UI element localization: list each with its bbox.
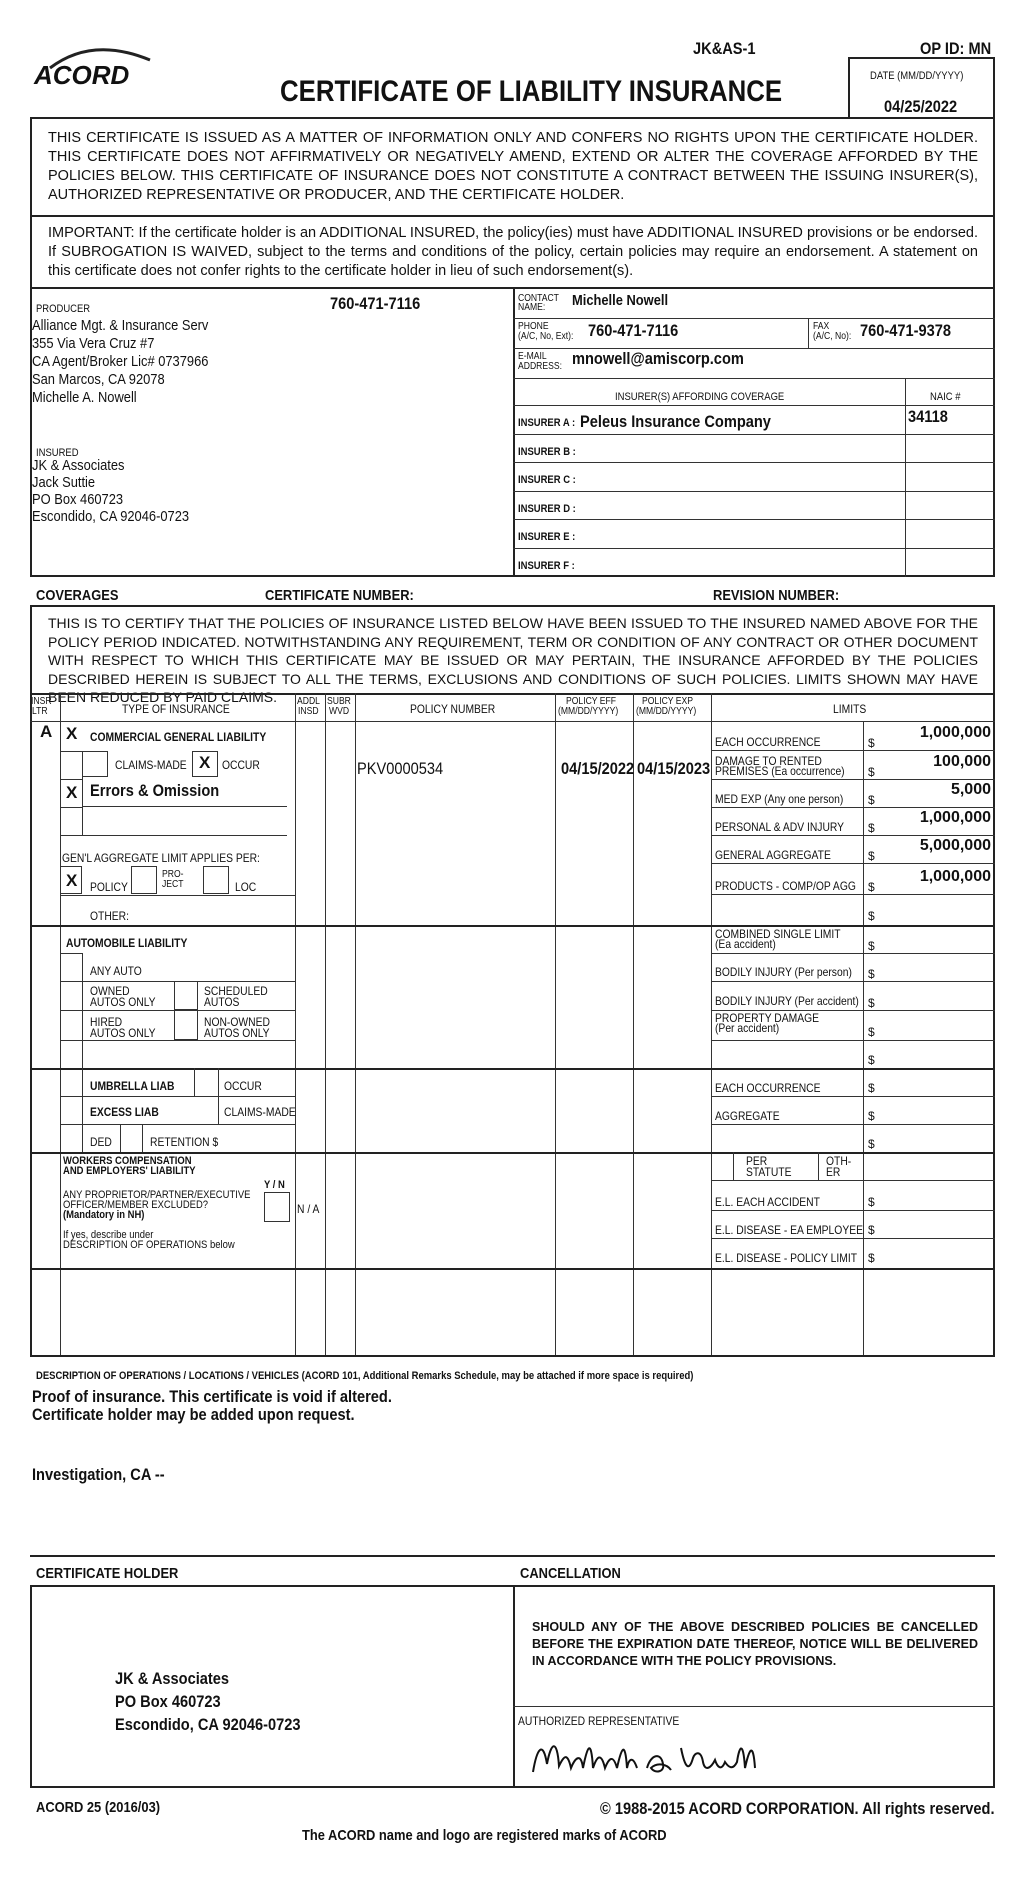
project-label-1: PRO-: [162, 869, 184, 880]
holder-line-3: Escondido, CA 92046-0723: [115, 1715, 301, 1734]
exp-header-2: (MM/DD/YYYY): [636, 706, 697, 717]
logo-text: ACORD: [34, 60, 130, 90]
yn-label: Y / N: [264, 1179, 285, 1191]
subr-header-2: WVD: [329, 706, 350, 717]
nonowned-checkbox[interactable]: [174, 1010, 198, 1040]
umbrella-aggregate: AGGREGATE: [715, 1109, 780, 1123]
gl-limit-value: 1,000,000: [919, 724, 991, 741]
occur-label: OCCUR: [222, 758, 260, 772]
nonowned-label-2: AUTOS ONLY: [204, 1026, 270, 1040]
important-box: [30, 215, 995, 289]
auto-dollar-2: $: [868, 967, 875, 981]
producer-line-5: Michelle A. Nowell: [32, 389, 137, 406]
producer-label: PRODUCER: [36, 303, 91, 315]
umbrella-each-occurrence: EACH OCCURRENCE: [715, 1081, 821, 1095]
contact-name-label-2: NAME:: [518, 302, 546, 313]
certificate-holder-label: CERTIFICATE HOLDER: [36, 1565, 179, 1582]
footer-copyright: © 1988-2015 ACORD CORPORATION. All rights reserved.: [600, 1799, 995, 1818]
insurer-label: INSURER E :: [518, 531, 576, 543]
workers-dollar-3: $: [868, 1251, 875, 1265]
eff-header-2: (MM/DD/YYYY): [558, 706, 619, 717]
policy-mark: X: [66, 871, 78, 890]
revision-number-label: REVISION NUMBER:: [713, 587, 840, 604]
insurer-label: INSURER C :: [518, 474, 576, 486]
excluded-yn-checkbox[interactable]: [264, 1192, 290, 1222]
property-damage: PROPERTY DAMAGE: [715, 1011, 819, 1025]
insured-line-4: Escondido, CA 92046-0723: [32, 508, 190, 525]
ded-label: DED: [90, 1135, 112, 1149]
policy-number-header: POLICY NUMBER: [410, 702, 496, 716]
signature: [525, 1728, 795, 1786]
gl-limit-label-2: PREMISES (Ea occurrence): [715, 764, 845, 778]
scheduled-label-1: SCHEDULED: [204, 984, 268, 998]
gl-limit-dollar: $: [868, 909, 875, 923]
gl-limit-label: PERSONAL & ADV INJURY: [715, 820, 845, 834]
op-id: OP ID: MN: [920, 39, 992, 58]
subr-header-1: SUBR: [327, 696, 351, 707]
producer-line-4: San Marcos, CA 92078: [32, 371, 165, 388]
insurer-label: INSURER F :: [518, 560, 575, 572]
claims-made-label: CLAIMS-MADE: [115, 758, 187, 772]
gl-limit-label: DAMAGE TO RENTED: [715, 754, 822, 768]
contact-phone: 760-471-7116: [588, 321, 679, 340]
gl-limit-dollar: $: [868, 880, 875, 894]
page-title: CERTIFICATE OF LIABILITY INSURANCE: [280, 75, 783, 108]
el-disease-employee: E.L. DISEASE - EA EMPLOYEE: [715, 1223, 863, 1237]
errors-omission: Errors & Omission: [90, 781, 220, 800]
workers-q3: (Mandatory in NH): [63, 1209, 145, 1221]
el-disease-policy-limit: E.L. DISEASE - POLICY LIMIT: [715, 1251, 858, 1265]
gl-limit-dollar: $: [868, 793, 875, 807]
date-box: [848, 57, 995, 119]
policy-label: POLICY: [90, 880, 128, 894]
other-label: OTHER:: [90, 909, 129, 923]
project-label-2: JECT: [162, 879, 184, 890]
contact-email: mnowell@amiscorp.com: [572, 349, 744, 368]
umbrella-label: UMBRELLA LIAB: [90, 1079, 175, 1093]
retention-label: RETENTION $: [150, 1135, 219, 1149]
loc-label: LOC: [235, 880, 257, 894]
insr-ltr-header-1: INSR: [31, 696, 52, 707]
combined-single-limit: COMBINED SINGLE LIMIT: [715, 927, 841, 941]
insurer-label: INSURER A :: [518, 417, 576, 429]
gl-title: COMMERCIAL GENERAL LIABILITY: [90, 730, 267, 744]
notice-box: [30, 117, 995, 217]
contact-name: Michelle Nowell: [572, 292, 669, 309]
umbrella-dollar-2: $: [868, 1109, 875, 1123]
umbrella-dollar-3: $: [868, 1137, 875, 1151]
gl-eff-date: 04/15/2022: [561, 759, 635, 778]
owned-label-1: OWNED: [90, 984, 130, 998]
owned-label-2: AUTOS ONLY: [90, 995, 156, 1009]
workers-na: N / A: [297, 1202, 320, 1216]
auto-dollar-3: $: [868, 996, 875, 1010]
type-header: TYPE OF INSURANCE: [122, 702, 230, 716]
insured-label: INSURED: [36, 447, 79, 459]
exp-header-1: POLICY EXP: [642, 696, 693, 707]
gl-limit-dollar: $: [868, 849, 875, 863]
insurer-name: Peleus Insurance Company: [580, 412, 771, 431]
gl-limit-label: EACH OCCURRENCE: [715, 735, 821, 749]
gl-limit-value: 1,000,000: [919, 868, 991, 885]
hired-label-1: HIRED: [90, 1015, 123, 1029]
project-checkbox[interactable]: [131, 866, 157, 894]
contact-email-label-2: ADDRESS:: [518, 361, 562, 372]
workers-dollar-1: $: [868, 1195, 875, 1209]
gl-policy-number: PKV0000534: [357, 759, 444, 778]
footer-trademark: The ACORD name and logo are registered marks of ACORD: [302, 1827, 667, 1844]
holder-line-2: PO Box 460723: [115, 1692, 221, 1711]
contact-phone-label-1: PHONE: [518, 321, 549, 332]
contact-email-label-1: E-MAIL: [518, 351, 547, 362]
workers-title-2: AND EMPLOYERS' LIABILITY: [63, 1165, 196, 1177]
insurer-label: INSURER D :: [518, 503, 576, 515]
cancellation-text: SHOULD ANY OF THE ABOVE DESCRIBED POLICIES BE CANCELLED BEFORE THE EXPIRATION DATE THEREOF, NOTICE WILL BE DELIVERED IN ACCORDANCE WITH THE POLICY PROVISIONS.: [532, 1620, 978, 1668]
authorized-representative-label: AUTHORIZED REPRESENTATIVE: [518, 1714, 680, 1728]
gl-limit-label: MED EXP (Any one person): [715, 792, 844, 806]
gl-limit-dollar: $: [868, 821, 875, 835]
important-text: IMPORTANT: If the certificate holder is an ADDITIONAL INSURED, the policy(ies) must have ADDITIONAL INSURED provisions or be endorsed. If SUBROGATION IS WAIVED, subject to the terms and conditions of the policy, certain policies may require an endorsement. A statement on this certificate does not confer rights to the certificate holder in lieu of such endorsement(s).: [48, 225, 978, 279]
scheduled-label-2: AUTOS: [204, 995, 240, 1009]
producer-phone: 760-471-7116: [330, 294, 421, 313]
workers-q4: If yes, describe under: [63, 1229, 154, 1241]
coverages-label: COVERAGES: [36, 587, 119, 604]
loc-checkbox[interactable]: [203, 866, 229, 894]
excess-label: EXCESS LIAB: [90, 1105, 159, 1119]
umbrella-dollar-1: $: [868, 1081, 875, 1095]
property-damage-2: (Per accident): [715, 1021, 780, 1035]
producer-line-2: 355 Via Vera Cruz #7: [32, 335, 155, 352]
gl-limit-label: GENERAL AGGREGATE: [715, 848, 831, 862]
insured-line-2: Jack Suttie: [32, 474, 96, 491]
aggregate-applies-label: GEN'L AGGREGATE LIMIT APPLIES PER:: [62, 851, 260, 865]
gl-limit-value: 1,000,000: [919, 809, 991, 826]
description-line-2: Certificate holder may be added upon request.: [32, 1405, 355, 1424]
auto-dollar-4: $: [868, 1025, 875, 1039]
date-value: 04/25/2022: [884, 97, 958, 116]
insr-ltr-header-2: LTR: [32, 706, 48, 717]
gl-limit-value: 100,000: [933, 753, 991, 770]
nonowned-label-1: NON-OWNED: [204, 1015, 270, 1029]
insurer-naic: 34118: [908, 407, 948, 426]
umbrella-claims-made-label: CLAIMS-MADE: [224, 1105, 296, 1119]
auto-title: AUTOMOBILE LIABILITY: [66, 936, 188, 950]
workers-q1: ANY PROPRIETOR/PARTNER/EXECUTIVE: [63, 1189, 251, 1201]
contact-name-label-1: CONTACT: [518, 293, 559, 304]
insured-line-3: PO Box 460723: [32, 491, 124, 508]
producer-line-3: CA Agent/Broker Lic# 0737966: [32, 353, 209, 370]
bodily-injury-accident: BODILY INJURY (Per accident): [715, 994, 859, 1008]
occur-mark: X: [199, 753, 211, 772]
bodily-injury-person: BODILY INJURY (Per person): [715, 965, 852, 979]
combined-single-limit-2: (Ea accident): [715, 937, 776, 951]
gl-limit-dollar: $: [868, 765, 875, 779]
gl-exp-date: 04/15/2023: [637, 759, 711, 778]
coverages-text: THIS IS TO CERTIFY THAT THE POLICIES OF INSURANCE LISTED BELOW HAVE BEEN ISSUED TO THE INSURED NAMED ABOVE FOR THE POLICY PERIOD INDICATED. NOTWITHSTANDING ANY REQUIREMENT, TERM OR CONDITION OF ANY CONTRACT OR OTHER DOCUMENT WITH RESPECT TO WHICH THIS CERTIFICATE MAY BE ISSUED OR MAY PERTAIN, THE INSURANCE AFFORDED BY THE POLICIES DESCRIBED HEREIN IS SUBJECT TO ALL THE TERMS, EXCLUSIONS AND CONDITIONS OF SUCH POLICIES. LIMITS SHOWN MAY HAVE BEEN REDUCED BY PAID CLAIMS.: [48, 615, 978, 705]
any-auto-label: ANY AUTO: [90, 964, 142, 978]
cancellation-label: CANCELLATION: [520, 1565, 621, 1582]
insr-ltr-a: A: [40, 722, 53, 741]
addl-header-1: ADDL: [297, 696, 320, 707]
auto-dollar-5: $: [868, 1053, 875, 1067]
form-code: JK&AS-1: [693, 39, 756, 58]
producer-line-1: Alliance Mgt. & Insurance Serv: [32, 317, 209, 334]
holder-line-1: JK & Associates: [115, 1669, 230, 1688]
gl-limit-label: PRODUCTS - COMP/OP AGG: [715, 879, 856, 893]
el-each-accident: E.L. EACH ACCIDENT: [715, 1195, 820, 1209]
hired-label-2: AUTOS ONLY: [90, 1026, 156, 1040]
contact-phone-label-2: (A/C, No, Ext):: [518, 331, 574, 342]
addl-header-2: INSD: [298, 706, 319, 717]
insured-line-1: JK & Associates: [32, 457, 125, 474]
workers-title-1: WORKERS COMPENSATION: [63, 1155, 192, 1167]
gl-limit-value: 5,000,000: [919, 837, 991, 854]
claims-made-checkbox[interactable]: [82, 751, 108, 777]
workers-q2: OFFICER/MEMBER EXCLUDED?: [63, 1199, 209, 1211]
eff-header-1: POLICY EFF: [566, 696, 617, 707]
footer-form: ACORD 25 (2016/03): [36, 1799, 161, 1816]
gl-check-mark: X: [66, 724, 78, 743]
notice-text: THIS CERTIFICATE IS ISSUED AS A MATTER OF INFORMATION ONLY AND CONFERS NO RIGHTS UPON THE CERTIFICATE HOLDER. THIS CERTIFICATE DOES NOT AFFIRMATIVELY OR NEGATIVELY AMEND, EXTEND OR ALTER THE COVERAGE AFFORDED BY THE POLICIES BELOW. THIS CERTIFICATE OF INSURANCE DOES NOT CONSTITUTE A CONTRACT BETWEEN THE ISSUING INSURER(S), AUTHORIZED REPRESENTATIVE OR PRODUCER, AND THE CERTIFICATE HOLDER.: [48, 130, 978, 203]
certificate-number-label: CERTIFICATE NUMBER:: [265, 587, 414, 604]
insurers-header: INSURER(S) AFFORDING COVERAGE: [615, 391, 785, 403]
scheduled-checkbox[interactable]: [174, 981, 198, 1010]
per-statute-2: STATUTE: [746, 1165, 792, 1179]
date-label: DATE (MM/DD/YYYY): [870, 70, 964, 82]
gl-limit-dollar: $: [868, 736, 875, 750]
other-er-2: ER: [826, 1165, 841, 1179]
limits-header: LIMITS: [833, 702, 867, 716]
contact-fax-label-1: FAX: [813, 321, 830, 332]
description-line-1: Proof of insurance. This certificate is void if altered.: [32, 1387, 392, 1406]
workers-q5: DESCRIPTION OF OPERATIONS below: [63, 1239, 235, 1251]
description-line-3: Investigation, CA --: [32, 1465, 165, 1484]
gl-limit-value: 5,000: [950, 781, 991, 798]
other-er-1: OTH-: [826, 1154, 852, 1168]
naic-header: NAIC #: [930, 391, 961, 403]
umbrella-occur-label: OCCUR: [224, 1079, 262, 1093]
auto-dollar-1: $: [868, 939, 875, 953]
description-label: DESCRIPTION OF OPERATIONS / LOCATIONS / VEHICLES (ACORD 101, Additional Remarks Schedule, may be attached if more space is required): [36, 1370, 694, 1382]
acord-logo: [32, 38, 172, 98]
workers-dollar-2: $: [868, 1223, 875, 1237]
per-statute-1: PER: [746, 1154, 768, 1168]
contact-fax: 760-471-9378: [860, 321, 952, 340]
errors-mark: X: [66, 783, 78, 802]
contact-fax-label-2: (A/C, No):: [813, 331, 852, 342]
insurer-label: INSURER B :: [518, 446, 576, 458]
